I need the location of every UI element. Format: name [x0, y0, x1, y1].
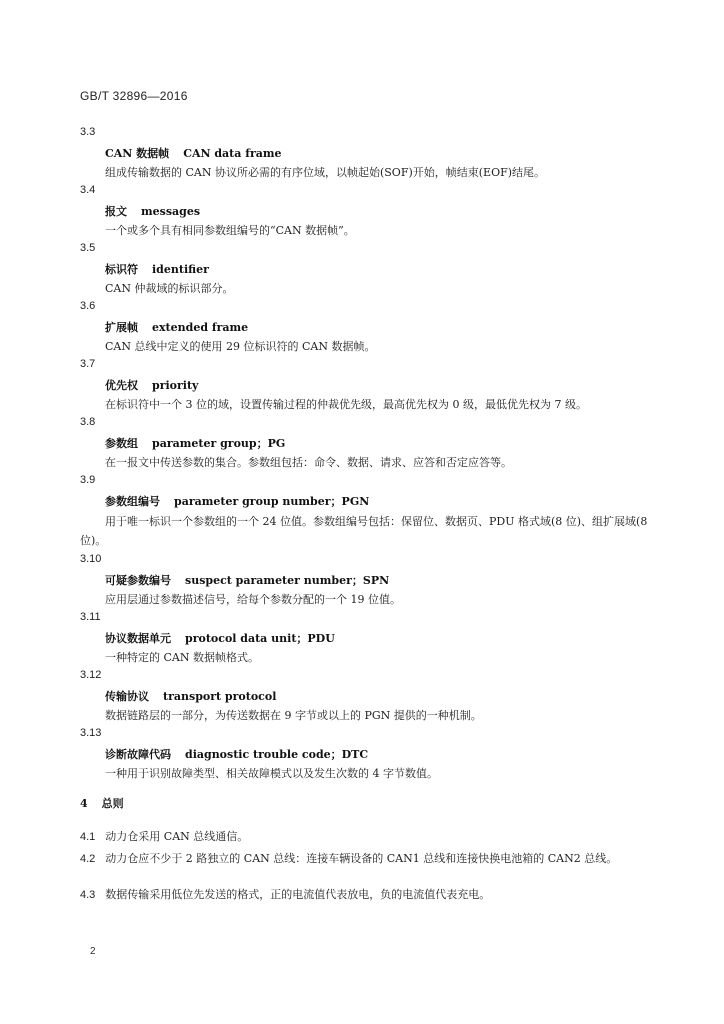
- term-english: extended frame: [152, 321, 249, 334]
- section-number: 4: [80, 797, 88, 810]
- term-number: 3.8: [80, 416, 96, 428]
- clause-item: [80, 850, 660, 868]
- term-definition: 一种用于识别故障类型、相关故障模式以及发生次数的 4 字节数值。: [105, 767, 438, 780]
- term-heading: [105, 203, 200, 219]
- term-chinese: CAN 数据帧: [105, 147, 170, 160]
- term-english: messages: [141, 205, 201, 218]
- clause-text: 动力仓应不少于 2 路独立的 CAN 总线：连接车辆设备的 CAN1 总线和连接快换电池箱的 CAN2 总线。: [105, 852, 618, 865]
- term-definition: 组成传输数据的 CAN 协议所必需的有序位域，以帧起始(SOF)开始，帧结束(EOF)结尾。: [105, 166, 546, 179]
- term-english: parameter group；PG: [152, 437, 286, 450]
- term-number: 3.4: [80, 184, 96, 196]
- term-heading: [105, 746, 368, 762]
- term-chinese: 协议数据单元: [105, 632, 171, 645]
- term-chinese: 可疑参数编号: [105, 574, 171, 587]
- term-heading: [105, 377, 198, 393]
- term-chinese: 报文: [105, 205, 127, 218]
- term-definition: 一种特定的 CAN 数据帧格式。: [105, 651, 259, 664]
- clause-item: [80, 828, 660, 846]
- standard-header: GB/T 32896—2016: [80, 89, 188, 103]
- term-definition: 用于唯一标识一个参数组的一个 24 位值。参数组编号包括：保留位、数据页、PDU 格式域(8 位)、组扩展域(8 位)。: [80, 515, 648, 547]
- clause-text: 动力仓采用 CAN 总线通信。: [105, 830, 249, 843]
- term-english: CAN data frame: [183, 147, 282, 160]
- term-chinese: 参数组编号: [105, 495, 160, 508]
- clause-number: 4.2: [80, 853, 96, 865]
- term-number: 3.7: [80, 358, 96, 370]
- term-number: 3.5: [80, 242, 96, 254]
- term-chinese: 扩展帧: [105, 321, 138, 334]
- clause-number: 4.1: [80, 831, 96, 843]
- term-definition: CAN 仲裁域的标识部分。: [105, 282, 234, 295]
- term-english: transport protocol: [163, 690, 277, 703]
- clause-item: [80, 886, 660, 904]
- term-english: identifier: [152, 263, 209, 276]
- term-number: 3.9: [80, 474, 96, 486]
- term-number: 3.12: [80, 669, 102, 681]
- page-number: 2: [90, 946, 96, 957]
- term-heading: [105, 572, 389, 588]
- term-heading: [105, 688, 276, 704]
- term-english: diagnostic trouble code；DTC: [185, 748, 369, 761]
- term-number: 3.3: [80, 126, 96, 138]
- term-number: 3.13: [80, 727, 102, 739]
- clause-text: 数据传输采用低位先发送的格式，正的电流值代表放电，负的电流值代表充电。: [105, 888, 491, 901]
- term-definition: 在一报文中传送参数的集合。参数组包括：命令、数据、请求、应答和否定应答等。: [105, 456, 512, 469]
- term-chinese: 参数组: [105, 437, 138, 450]
- term-heading: [105, 319, 248, 335]
- clause-number: 4.3: [80, 889, 96, 901]
- term-heading: [105, 145, 282, 161]
- section-heading: [80, 795, 124, 811]
- term-definition: CAN 总线中定义的使用 29 位标识符的 CAN 数据帧。: [105, 340, 376, 353]
- term-heading: [105, 493, 369, 509]
- section-title: 总则: [101, 797, 124, 810]
- term-english: protocol data unit；PDU: [185, 632, 335, 645]
- term-definition: 在标识符中一个 3 位的域，设置传输过程的仲裁优先级，最高优先权为 0 级，最低优先权为 7 级。: [105, 398, 587, 411]
- term-chinese: 传输协议: [105, 690, 149, 703]
- term-english: parameter group number；PGN: [174, 495, 370, 508]
- term-chinese: 诊断故障代码: [105, 748, 171, 761]
- term-number: 3.10: [80, 553, 102, 565]
- term-heading: [105, 435, 285, 451]
- term-heading: [105, 630, 335, 646]
- term-english: suspect parameter number；SPN: [185, 574, 390, 587]
- term-chinese: 标识符: [105, 263, 138, 276]
- term-number: 3.11: [80, 611, 101, 623]
- term-heading: [105, 261, 209, 277]
- term-number: 3.6: [80, 300, 96, 312]
- term-english: priority: [152, 379, 199, 392]
- term-definition: 一个或多个具有相同参数组编号的“CAN 数据帧”。: [105, 224, 355, 237]
- term-definition: 数据链路层的一部分，为传送数据在 9 字节或以上的 PGN 提供的一种机制。: [105, 709, 482, 722]
- term-chinese: 优先权: [105, 379, 138, 392]
- term-definition: 应用层通过参数描述信号，给每个参数分配的一个 19 位值。: [105, 593, 401, 606]
